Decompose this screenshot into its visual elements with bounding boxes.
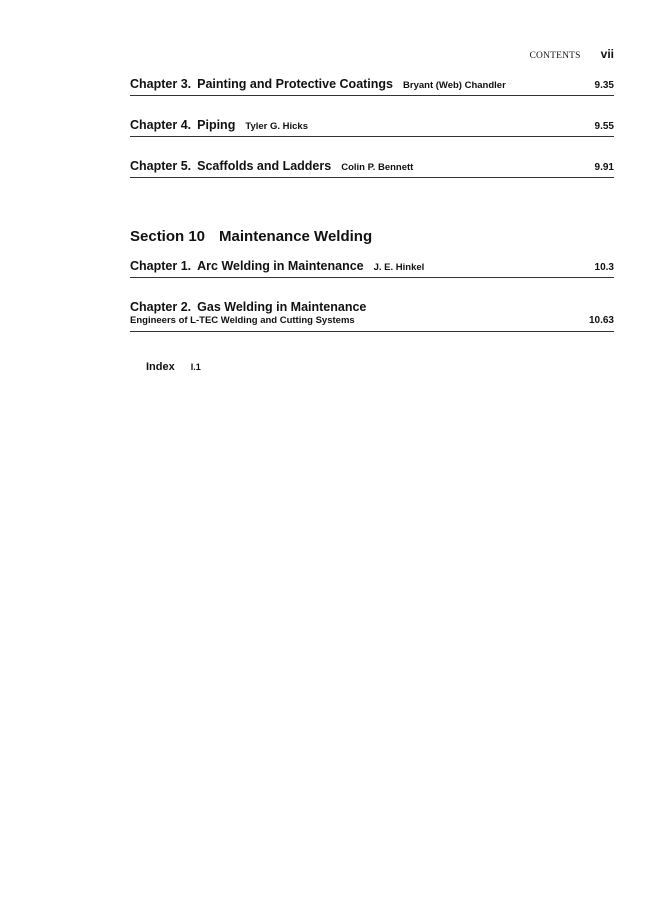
- chapter-author: Engineers of L-TEC Welding and Cutting Systems: [130, 315, 355, 326]
- chapter-label: Chapter 3.: [130, 77, 192, 91]
- running-head-label: CONTENTS: [529, 51, 581, 61]
- toc-entry-line: [130, 300, 614, 314]
- toc-entry-line: [130, 118, 614, 132]
- chapter-label: Chapter 2.: [130, 300, 192, 314]
- section-number: Section 10: [130, 228, 206, 245]
- toc-entry-chapter-5[interactable]: [130, 159, 614, 178]
- toc-entry-index[interactable]: [146, 361, 201, 373]
- toc-entry-chapter-3[interactable]: [130, 77, 614, 96]
- chapter-author: Tyler G. Hicks: [245, 121, 309, 132]
- section-title: Maintenance Welding: [219, 228, 373, 245]
- chapter-title: Scaffolds and Ladders: [197, 159, 332, 173]
- chapter-title: Arc Welding in Maintenance: [197, 259, 364, 273]
- chapter-label: Chapter 1.: [130, 259, 192, 273]
- toc-entry-section10-chapter-1[interactable]: [130, 259, 614, 278]
- chapter-author: J. E. Hinkel: [373, 262, 425, 273]
- chapter-title: Piping: [197, 118, 236, 132]
- chapter-label: Chapter 4.: [130, 118, 192, 132]
- running-head: [529, 47, 614, 61]
- chapter-page-number: 10.3: [594, 262, 614, 273]
- chapter-page-number: 9.91: [594, 162, 614, 173]
- index-label: Index: [146, 361, 175, 373]
- chapter-author: Bryant (Web) Chandler: [403, 80, 506, 91]
- toc-entry-chapter-4[interactable]: [130, 118, 614, 137]
- toc-entry-line: [130, 77, 614, 91]
- section-heading[interactable]: [130, 228, 372, 245]
- page-number: vii: [600, 47, 614, 61]
- toc-entry-line: [130, 315, 614, 326]
- chapter-title: Gas Welding in Maintenance: [197, 300, 367, 314]
- chapter-label: Chapter 5.: [130, 159, 192, 173]
- toc-entry-section10-chapter-2[interactable]: [130, 300, 614, 332]
- chapter-page-number: 9.35: [594, 80, 614, 91]
- index-page-number: I.1: [190, 362, 201, 372]
- chapter-page-number: 10.63: [588, 315, 614, 326]
- chapter-author: Colin P. Bennett: [341, 162, 414, 173]
- toc-entry-line: [130, 159, 614, 173]
- toc-entry-line: [130, 259, 614, 273]
- chapter-page-number: 9.55: [594, 121, 614, 132]
- chapter-title: Painting and Protective Coatings: [197, 77, 394, 91]
